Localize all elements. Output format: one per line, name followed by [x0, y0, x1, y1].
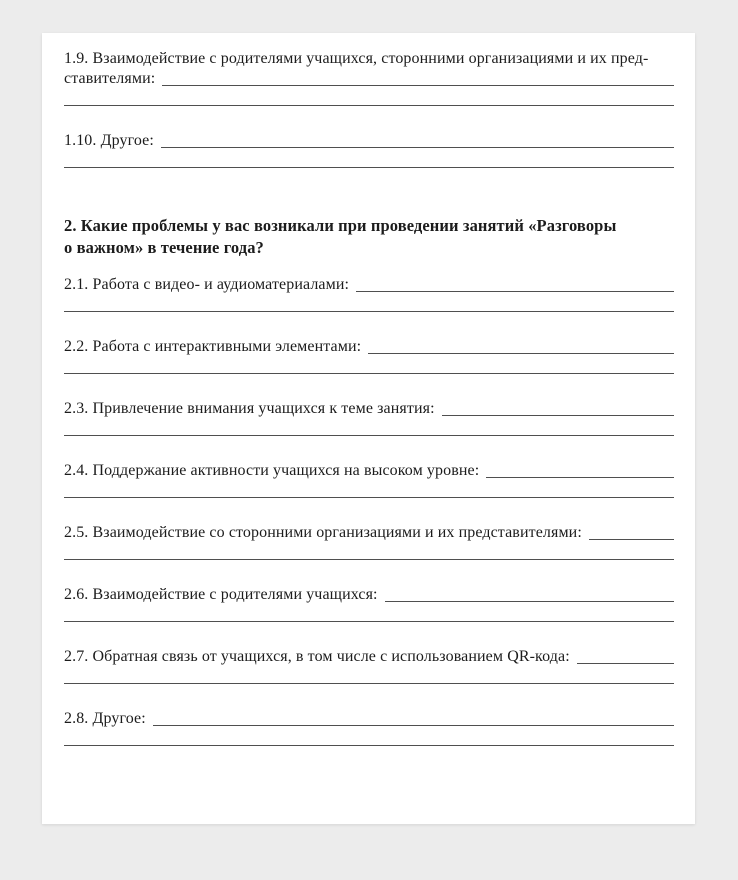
- answer-blank-line[interactable]: [64, 105, 674, 106]
- question-item: [64, 647, 674, 687]
- question-item: [64, 399, 674, 439]
- answer-blank-line[interactable]: [64, 745, 674, 746]
- answer-blank-line[interactable]: [162, 85, 674, 86]
- question-row: [64, 295, 674, 315]
- question-row: [64, 667, 674, 687]
- answer-blank-line[interactable]: [161, 147, 674, 148]
- question-label: 1.10. Другое:: [64, 132, 154, 149]
- question-row: [64, 523, 674, 543]
- answer-blank-line[interactable]: [64, 683, 674, 684]
- answer-blank-line[interactable]: [64, 373, 674, 374]
- document-page: [42, 33, 695, 824]
- question-item: [64, 131, 674, 171]
- question-row: [64, 69, 674, 89]
- answer-blank-line[interactable]: [64, 621, 674, 622]
- question-row: [64, 729, 674, 749]
- question-item: [64, 709, 674, 749]
- question-item: [64, 461, 674, 501]
- question-row: [64, 151, 674, 171]
- question-label: 2.5. Взаимодействие со сторонними организациями и их представителями:: [64, 524, 582, 541]
- question-label: 2.2. Работа с интерактивными элементами:: [64, 338, 362, 355]
- question-item: [64, 275, 674, 315]
- question-label: 1.9. Взаимодействие с родителями учащихся, сторонними организациями и их пред-: [64, 50, 649, 67]
- question-label: 2.6. Взаимодействие с родителями учащихся:: [64, 586, 378, 603]
- question-row: [64, 481, 674, 501]
- question-row: [64, 275, 674, 295]
- question-label: 2.8. Другое:: [64, 710, 146, 727]
- question-row: [64, 357, 674, 377]
- question-row: [64, 461, 674, 481]
- question-row: [64, 49, 674, 69]
- question-row: [64, 131, 674, 151]
- answer-blank-line[interactable]: [64, 435, 674, 436]
- question-row: [64, 543, 674, 563]
- answer-blank-line[interactable]: [64, 311, 674, 312]
- question-item: [64, 49, 674, 109]
- answer-blank-line[interactable]: [577, 663, 674, 664]
- answer-blank-line[interactable]: [356, 291, 674, 292]
- question-row: [64, 419, 674, 439]
- form-items: [64, 49, 674, 749]
- question-row: [64, 647, 674, 667]
- section-heading: [64, 215, 674, 259]
- answer-blank-line[interactable]: [442, 415, 674, 416]
- section-heading-line: 2. Какие проблемы у вас возникали при проведении занятий «Разговоры: [64, 216, 617, 235]
- answer-blank-line[interactable]: [486, 477, 674, 478]
- answer-blank-line[interactable]: [589, 539, 674, 540]
- question-row: [64, 337, 674, 357]
- section-heading-line: о важном» в течение года?: [64, 238, 264, 257]
- question-row: [64, 89, 674, 109]
- question-row: [64, 585, 674, 605]
- question-item: [64, 585, 674, 625]
- question-label: 2.7. Обратная связь от учащихся, в том числе с использованием QR-кода:: [64, 648, 570, 665]
- question-row: [64, 605, 674, 625]
- question-item: [64, 337, 674, 377]
- answer-blank-line[interactable]: [153, 725, 674, 726]
- question-row: [64, 399, 674, 419]
- question-label: ставителями:: [64, 70, 156, 87]
- answer-blank-line[interactable]: [64, 559, 674, 560]
- question-item: [64, 523, 674, 563]
- question-row: [64, 709, 674, 729]
- answer-blank-line[interactable]: [368, 353, 674, 354]
- answer-blank-line[interactable]: [64, 497, 674, 498]
- question-label: 2.4. Поддержание активности учащихся на высоком уровне:: [64, 462, 480, 479]
- question-label: 2.1. Работа с видео- и аудиоматериалами:: [64, 276, 350, 293]
- question-label: 2.3. Привлечение внимания учащихся к теме занятия:: [64, 400, 435, 417]
- answer-blank-line[interactable]: [385, 601, 674, 602]
- answer-blank-line[interactable]: [64, 167, 674, 168]
